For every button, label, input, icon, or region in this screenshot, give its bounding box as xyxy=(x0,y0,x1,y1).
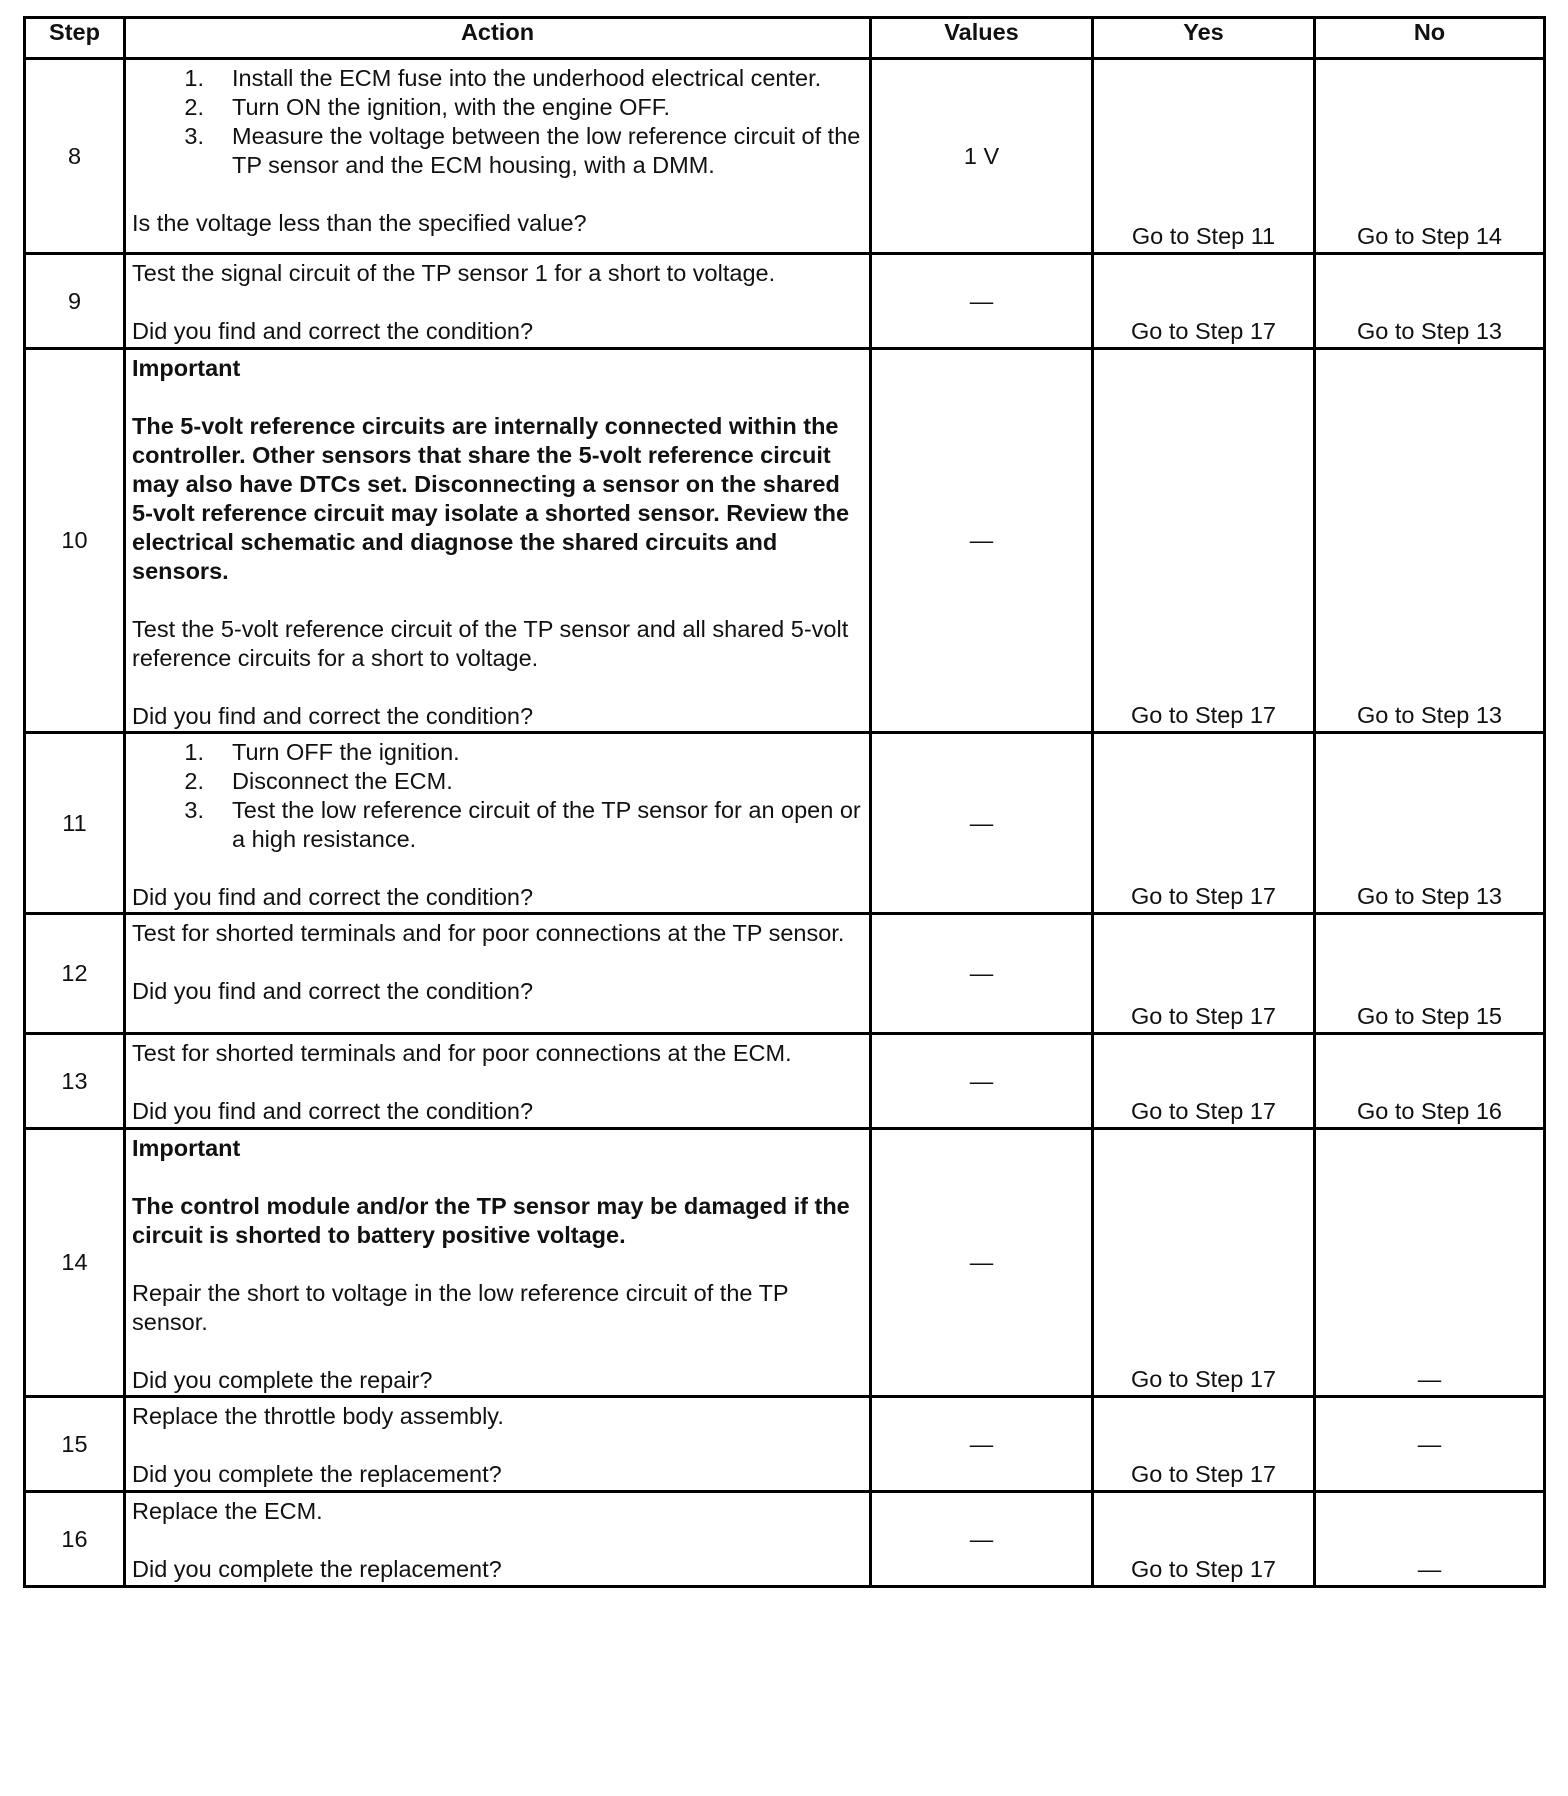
value-cell: — xyxy=(871,914,1093,1034)
list-item: 1. Install the ECM fuse into the underhood electrical center. xyxy=(184,65,822,91)
action-cell xyxy=(125,254,871,349)
table-row xyxy=(25,1492,1545,1587)
step-number: 15 xyxy=(25,1397,125,1492)
important-title: Important xyxy=(132,355,241,381)
table-row xyxy=(25,349,1545,733)
no-cell: Go to Step 13 xyxy=(1315,733,1545,914)
yes-cell: Go to Step 17 xyxy=(1093,1492,1315,1587)
value-cell: 1 V xyxy=(871,59,1093,254)
action-text: Replace the ECM. xyxy=(132,1498,323,1524)
action-text: Test for shorted terminals and for poor connections at the TP sensor. xyxy=(132,920,845,946)
value-cell: — xyxy=(871,1129,1093,1397)
table-row xyxy=(25,1397,1545,1492)
diagnostic-table xyxy=(23,16,1546,1588)
action-text: Test the signal circuit of the TP sensor 1 for a short to voltage. xyxy=(132,260,776,286)
action-cell xyxy=(125,1129,871,1397)
header-yes: Yes xyxy=(1093,18,1315,59)
step-number: 10 xyxy=(25,349,125,733)
action-text: Test the 5-volt reference circuit of the TP sensor and all shared 5-volt reference circuits for a short to voltage. xyxy=(132,616,849,671)
important-text: The 5-volt reference circuits are internally connected within the controller. Other sensors that share the 5-volt reference circuit may also have DTCs set. Disconnecting a sensor on the shared 5-volt reference circuit may isolate a shorted sensor. Review the electrical schematic and diagnose the shared circuits and sensors. xyxy=(132,413,850,584)
no-cell: Go to Step 15 xyxy=(1315,914,1545,1034)
yes-cell: Go to Step 11 xyxy=(1093,59,1315,254)
list-item: 2. Turn ON the ignition, with the engine OFF. xyxy=(184,94,671,120)
question-text: Did you find and correct the condition? xyxy=(132,703,534,729)
header-values: Values xyxy=(871,18,1093,59)
table-row xyxy=(25,733,1545,914)
no-cell: — xyxy=(1315,1129,1545,1397)
no-cell: — xyxy=(1315,1492,1545,1587)
header-action: Action xyxy=(125,18,871,59)
yes-cell: Go to Step 17 xyxy=(1093,733,1315,914)
question-text: Did you find and correct the condition? xyxy=(132,1098,534,1124)
no-cell: Go to Step 14 xyxy=(1315,59,1545,254)
table-row xyxy=(25,254,1545,349)
value-cell: — xyxy=(871,1492,1093,1587)
step-number: 14 xyxy=(25,1129,125,1397)
action-cell xyxy=(125,914,871,1034)
value-cell: — xyxy=(871,254,1093,349)
header-row xyxy=(25,18,1545,59)
value-cell: — xyxy=(871,1034,1093,1129)
action-cell xyxy=(125,59,871,254)
yes-cell: Go to Step 17 xyxy=(1093,1129,1315,1397)
yes-cell: Go to Step 17 xyxy=(1093,1397,1315,1492)
action-list xyxy=(132,738,863,854)
question-text: Is the voltage less than the specified value? xyxy=(132,210,587,236)
action-cell xyxy=(125,1034,871,1129)
value-cell: — xyxy=(871,349,1093,733)
step-number: 8 xyxy=(25,59,125,254)
question-text: Did you find and correct the condition? xyxy=(132,318,534,344)
table-row xyxy=(25,1034,1545,1129)
step-number: 16 xyxy=(25,1492,125,1587)
list-item: 3. Test the low reference circuit of the TP sensor for an open or a high resistance. xyxy=(184,797,861,852)
header-no: No xyxy=(1315,18,1545,59)
question-text: Did you find and correct the condition? xyxy=(132,978,534,1004)
step-number: 13 xyxy=(25,1034,125,1129)
question-text: Did you complete the replacement? xyxy=(132,1461,502,1487)
question-text: Did you complete the repair? xyxy=(132,1367,433,1393)
action-cell xyxy=(125,1397,871,1492)
table-row xyxy=(25,914,1545,1034)
step-number: 11 xyxy=(25,733,125,914)
step-number: 12 xyxy=(25,914,125,1034)
yes-cell: Go to Step 17 xyxy=(1093,254,1315,349)
no-cell: Go to Step 13 xyxy=(1315,254,1545,349)
list-item: 1. Turn OFF the ignition. xyxy=(184,739,460,765)
no-cell: Go to Step 13 xyxy=(1315,349,1545,733)
important-text: The control module and/or the TP sensor may be damaged if the circuit is shorted to battery positive voltage. xyxy=(132,1193,850,1248)
action-cell xyxy=(125,349,871,733)
action-text: Replace the throttle body assembly. xyxy=(132,1403,504,1429)
question-text: Did you find and correct the condition? xyxy=(132,884,534,910)
important-title: Important xyxy=(132,1135,241,1161)
no-cell: — xyxy=(1315,1397,1545,1492)
action-list xyxy=(132,64,863,180)
action-cell xyxy=(125,733,871,914)
value-cell: — xyxy=(871,1397,1093,1492)
list-item: 2. Disconnect the ECM. xyxy=(184,768,453,794)
action-cell xyxy=(125,1492,871,1587)
header-step: Step xyxy=(25,18,125,59)
list-item: 3. Measure the voltage between the low reference circuit of the TP sensor and the ECM housing, with a DMM. xyxy=(184,123,861,178)
table-row xyxy=(25,1129,1545,1397)
step-number: 9 xyxy=(25,254,125,349)
yes-cell: Go to Step 17 xyxy=(1093,914,1315,1034)
action-text: Repair the short to voltage in the low reference circuit of the TP sensor. xyxy=(132,1280,789,1335)
question-text: Did you complete the replacement? xyxy=(132,1556,502,1582)
value-cell: — xyxy=(871,733,1093,914)
yes-cell: Go to Step 17 xyxy=(1093,349,1315,733)
yes-cell: Go to Step 17 xyxy=(1093,1034,1315,1129)
action-text: Test for shorted terminals and for poor connections at the ECM. xyxy=(132,1040,792,1066)
table-row xyxy=(25,59,1545,254)
no-cell: Go to Step 16 xyxy=(1315,1034,1545,1129)
